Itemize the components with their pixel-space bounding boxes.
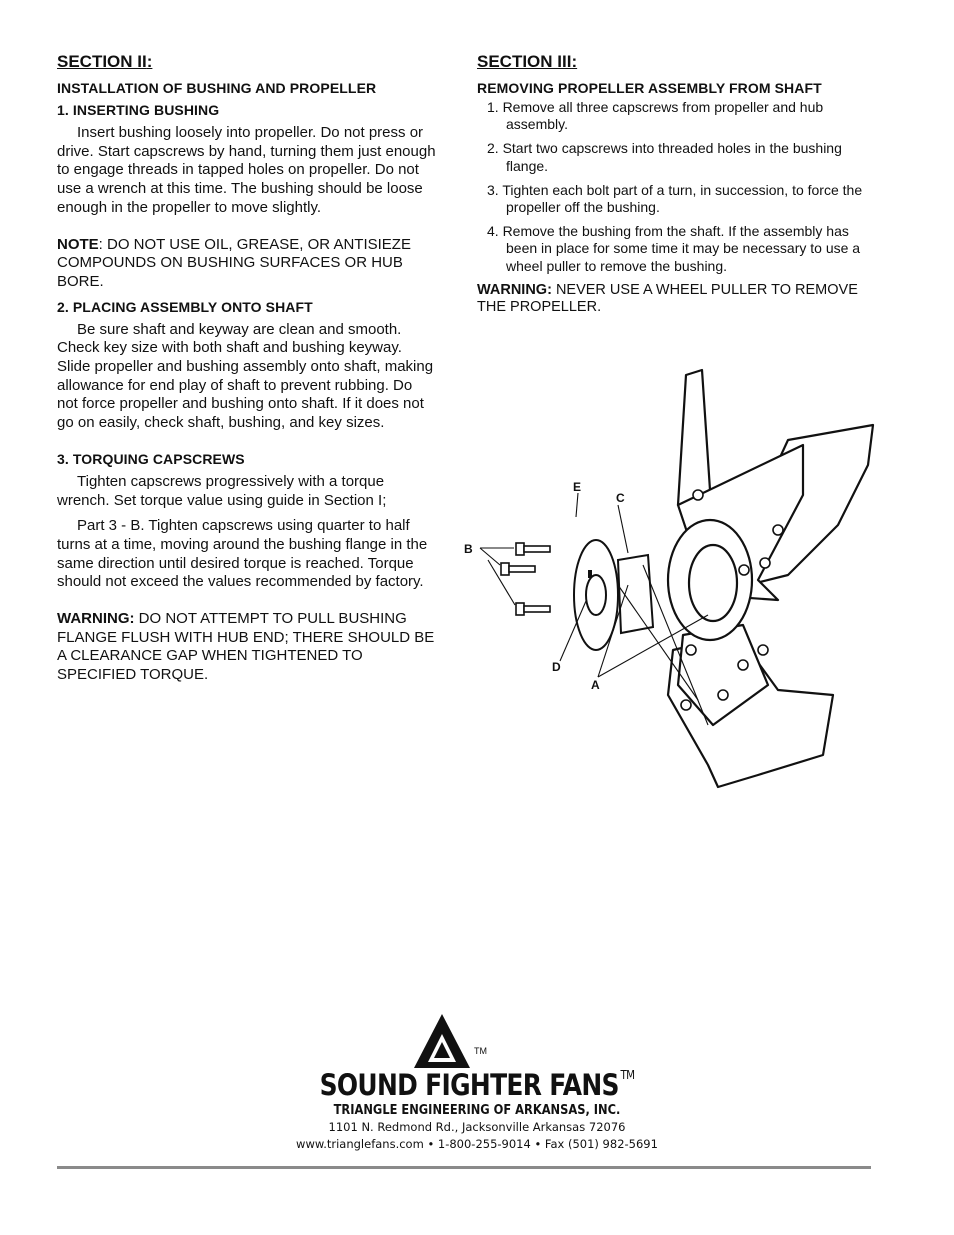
left-warning — [57, 610, 437, 685]
section-iii-subtitle: REMOVING PROPELLER ASSEMBLY FROM SHAFT — [477, 80, 822, 96]
company-address: 1101 N. Redmond Rd., Jacksonville Arkansas 72076 — [328, 1120, 626, 1134]
company-contact: www.trianglefans.com • 1-800-255-9014 • Fax (501) 982-5691 — [296, 1137, 658, 1151]
brand-name: SOUND FIGHTER FANS ™ — [319, 1068, 635, 1102]
removal-steps — [477, 99, 877, 275]
left-warning-text: DO NOT ATTEMPT TO PULL BUSHING FLANGE FLUSH WITH HUB END; THERE SHOULD BE A CLEARANCE GAP WHEN TIGHTENED TO SPECIFIED TORQUE. — [57, 610, 435, 684]
step2-title: 2. PLACING ASSEMBLY ONTO SHAFT — [57, 298, 313, 315]
section-ii-title: SECTION II: — [57, 52, 153, 71]
label-c: C — [616, 491, 625, 505]
removal-step-3: 3. Tighten each bolt part of a turn, in succession, to force the propeller off the bushing. — [487, 181, 863, 216]
step2-text: Be sure shaft and keyway are clean and smooth. Check key size with both shaft and bushing keyway. Slide propeller and bushing assembly onto shaft, making allowance for end play of shaft to prevent rubbing. Do not force propeller and bushing onto shaft. If it does not go on easily, check shaft, bushing, and key sizes. — [57, 320, 434, 432]
removal-step-4: 4. Remove the bushing from the shaft. If the assembly has been in place for some time it may be necessary to use a wheel puller to remove the bushing. — [487, 223, 861, 274]
triangle-logo — [412, 1012, 492, 1072]
label-d: D — [552, 660, 561, 674]
right-warning-text: NEVER USE A WHEEL PULLER TO REMOVE THE PROPELLER. — [477, 281, 858, 316]
note-text: : DO NOT USE OIL, GREASE, OR ANTISIEZE COMPOUNDS ON BUSHING SURFACES OR HUB BORE. — [57, 235, 411, 290]
step1-title: 1. INSERTING BUSHING — [57, 102, 220, 118]
removal-step-2: 2. Start two capscrews into threaded holes in the bushing flange. — [487, 140, 842, 174]
logo-tm: TM — [474, 1046, 487, 1056]
removal-step-1: 1. Remove all three capscrews from propeller and hub assembly. — [487, 99, 824, 133]
note-paragraph — [57, 236, 437, 292]
section-iii-title: SECTION III: — [477, 52, 578, 71]
capscrews — [501, 543, 550, 615]
section-ii — [57, 52, 437, 685]
step3-text-b: Part 3 - B. Tighten capscrews using quarter to half turns at a time, moving around the bushing flange in the same direction until desired torque is reached. Torque should not exceed the values recommended by factory. — [57, 517, 428, 591]
step3-title: 3. TORQUING CAPSCREWS — [57, 450, 245, 467]
propeller-bushing-diagram — [458, 365, 888, 795]
label-e: E — [573, 480, 582, 494]
step3-text-a: Tighten capscrews progressively with a torque wrench. Set torque value using guide in Section I; — [57, 472, 387, 509]
hub-bore — [689, 545, 737, 621]
section-iii — [477, 52, 877, 317]
right-warning-label: WARNING: — [477, 281, 552, 298]
company-name: TRIANGLE ENGINEERING OF ARKANSAS, INC. — [333, 1103, 621, 1118]
step1-text: Insert bushing loosely into propeller. Do not press or drive. Start capscrews by hand, turning them just enough to engage threads in tapped holes on propeller. Do not use a wrench at this time. The bushing should be loose enough in the propeller to move slightly. — [57, 124, 436, 216]
label-a: A — [591, 678, 600, 692]
footer-rule — [57, 1166, 871, 1169]
note-label: NOTE — [57, 235, 99, 253]
section-ii-subtitle: INSTALLATION OF BUSHING AND PROPELLER — [57, 80, 377, 96]
left-warning-label: WARNING: — [57, 610, 135, 628]
bushing-taper — [618, 555, 653, 633]
label-b: B — [464, 542, 473, 556]
right-warning — [477, 282, 877, 317]
